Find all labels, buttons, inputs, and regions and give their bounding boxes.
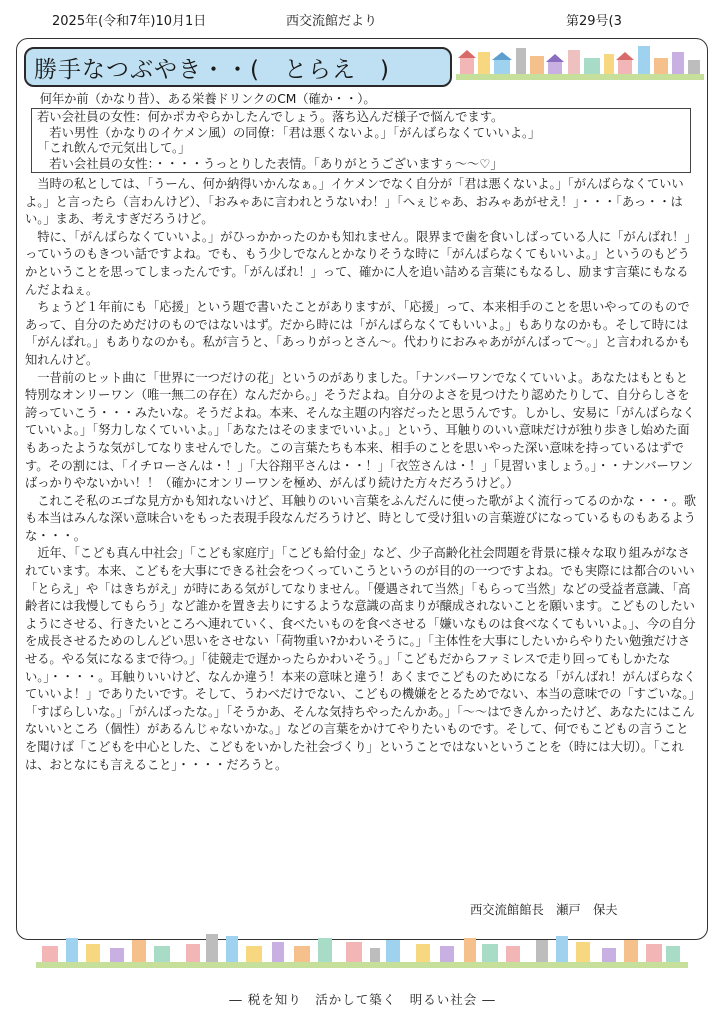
quote-line: 若い会社員の女性：何かポカやらかしたんでしょう。落ち込んだ様子で悩んでます。 (37, 110, 504, 124)
town-illustration-top (456, 44, 704, 80)
town-illustration-bottom (36, 930, 688, 968)
intro-line: 何年か前（かなり昔）、ある栄養ドリンクのCM（確か・・）。 (39, 92, 376, 106)
issue-number: 第29号(3 (566, 14, 622, 29)
newsletter-name: 西交流館だより (286, 14, 378, 29)
article-body (25, 176, 699, 774)
article-title: 勝手なつぶやき・・( とらえ ) (34, 57, 390, 83)
page-header (0, 10, 725, 32)
paragraph: 近年、「こども真ん中社会」「こども家庭庁」「こども給付金」など、少子高齢化社会問題を背景に様々な取り組みがなされています。本来、こどもを大事にできる社会をつくっていこうというのが目的の一つですよね。でも実際には都合のいい「とらえ」や「はきちがえ」が時にある気がしてなりません。「優遇されて当然」「もらって当然」などの受益者意識、「高齢者には我慢してもらう」など誰かを置き去りにするような意識の高まりが醸成されないことを願います。こどものしたいようにさせる、行きたいところへ連れていく、食べたいものを食べさせる「嫌いなものは食べなくてもいいよ。」、今の自分を成長させるためのしんどい思いをさせない「荷物重い?かわいそうに。」「主体性を大事にしたいからやりたい勉強だけさせる。やる気になるまで待つ。」「徒競走で遅かったらかわいそう。」「こどもだからファミレスで走り回ってもしかたない。」・・・・。耳触りいいけど、なんか違う！本来の意味と違う！あくまでこどものためになる「がんばれ！がんばらなくていいよ！」でありたいです。そして、うわべだけでない、こどもの機嫌をとるためでない、本当の意味での「すごいな。」「すばらしいな。」「がんばったな。」「そうかあ、そんな気持ちやったんかあ。」「～～はできんかったけど、あなたにはこんないいところ（個性）があるんじゃないかな。」などの言葉をかけてやりたいものです。そして、何でもこどもの言うことを聞けば「こどもを中心とした、こどもをいかした社会づくり」ということではないということを（時には大切）。「これは、おとなにも言えること」・・・・だろうと。 (25, 546, 696, 772)
paragraph: 特に、「がんばらなくていいよ。」がひっかかったのかも知れません。限界まで歯を食いしばっている人に「がんばれ！」っていうのもきつい話ですよね。でも、もう少しでなんとかなりそうな時に「がんばらなくてもいいよ。」というのもどうかということを思ってしまったんです。「がんばれ！」って、確かに人を追い詰める言葉にもなるし、励ます言葉にもなるんだよねぇ。 (25, 229, 697, 297)
quote-line: 「これ飲んで元気出して。」 (37, 141, 191, 155)
paragraph: ちょうど１年前にも「応援」という題で書いたことがありますが、「応援」って、本来相手のことを思いやってのものであって、自分のためだけのものではないはず。だから時には「がんばらなくてもいいよ。」もありなのかも。そして時には「がんばれ。」もありなのかも。私が言うと、「あっりがっとさん～。代わりにおみゃあががんばって～。」と言われるかも知れんけど。 (25, 300, 691, 367)
quote-line: 若い男性（かなりのイケメン風）の同僚：「君は悪くないよ。」「がんばらなくていいよ。」 (37, 125, 541, 140)
quote-line: 若い会社員の女性：・・・・うっとりした表情。「ありがとうございますぅ～～♡」 (37, 156, 503, 171)
paragraph: 当時の私としては、「うーん、何か納得いかんなぁ。」イケメンでなく自分が「君は悪くないよ。」「がんばらなくていいよ。」と言ったら（言わんけど）、「おみゃあに言われとうないわ！」「へぇじゃあ、おみゃあがせえ！」・・・「あっ・・はい。」まあ、考えすぎだろうけど。 (25, 177, 684, 227)
issue-date: 2025年(令和7年)10月1日 (52, 14, 207, 29)
paragraph: 一昔前のヒット曲に「世界に一つだけの花」というのがありました。「ナンバーワンでなくていいよ。あなたはもともと特別なオンリーワン（唯一無二の存在）なんだから。」そうだよね。自分のよさを見つけたり認めたりして、自分らしさを誇っていこう・・・みたいな。そうだよね。本来、そんな主題の内容だったと思うんです。しかし、安易に「がんばらなくていいよ。」「努力しなくていいよ。」「あなたはそのままでいいよ。」という、耳触りのいい意味だけが独り歩きし始めた面もあったような気がしてなりませんでした。この言葉たちも本来、相手のことを思いやった深い意味を持っているはずです。その割には、「イチローさんは・！」「大谷翔平さんは・・！」「衣笠さんは・！」「見習いましょう。」・・ナンバーワンばっかりやないかい！！（確かにオンリーワンを極め、がんばり続けた方々だろうけど。） (25, 370, 695, 491)
paragraph: これこそ私のエゴな見方かも知れないけど、耳触りのいい言葉をふんだんに使った歌がよく流行ってるのかな・・・。歌も本当はみんな深い意味合いをもった表現手段なんだろうけど、時として受け狙いの言葉遊びになっているものもあるような・・・。 (25, 493, 696, 543)
footer-slogan: ― 税を知り 活かして築く 明るい社会 ― (229, 992, 496, 1007)
quote-box (31, 108, 691, 173)
signature: 西交流館館長 瀬戸 保夫 (470, 903, 618, 917)
